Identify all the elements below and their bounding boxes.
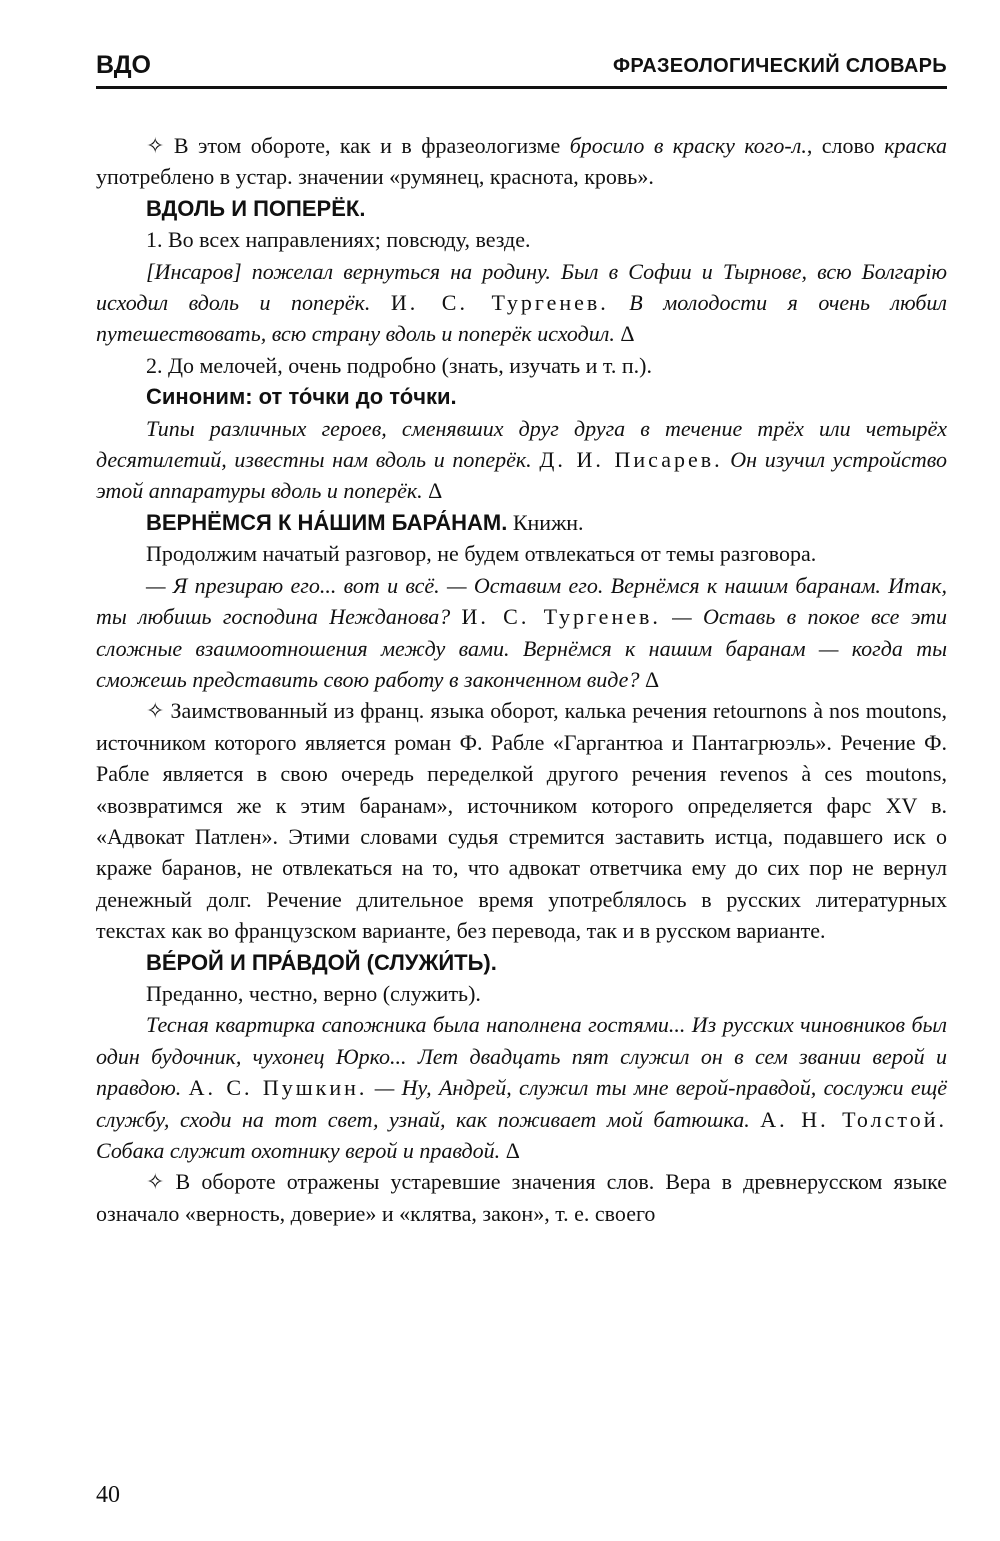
- note-marker-icon: ✧: [146, 1169, 165, 1195]
- headword-vdol-i-poperek: ВДОЛЬ И ПОПЕРЁК.: [146, 195, 366, 221]
- quotation-block-1: [Инсаров] пожелал вернуться на родину. Был в Софии и Тырнове, всю Болгарію исходил вдоль и поперёк. И. С. Тургенев. В молодости я очень любил путешествовать, всю страну вдоль и поперёк исходил. Δ: [96, 258, 948, 347]
- quote-author: И. С. Тургенев.: [390, 290, 609, 316]
- french-phrase: retournons à nos moutons: [713, 698, 942, 724]
- french-phrase: revenos à ces moutons: [719, 761, 942, 787]
- headword-vernemsya: ВЕРНЁМСЯ К НА́ШИМ БАРА́НАМ.: [146, 509, 508, 535]
- definition: Преданно, честно, верно (служить).: [146, 980, 481, 1006]
- note-marker-icon: ✧: [146, 698, 165, 724]
- page-body: [96, 130, 947, 1229]
- triangle-icon: Δ: [620, 321, 635, 347]
- note-paragraph-3: ✧ В обороте отражены устаревшие значения слов. Вера в древнерусском языке означало «верность, доверие» и «клятва, закон», т. е. своего: [96, 1169, 947, 1226]
- sense-2: 2. До мелочей, очень подробно (знать, изучать и т. п.).: [146, 352, 652, 378]
- definition: Продолжим начатый разговор, не будем отвлекаться от темы разговора.: [146, 541, 817, 567]
- quotation-block-4: Тесная квартирка сапожника была наполнена гостями... Из русских чиновников был один будочник, чухонец Юрко... Лет двадцать пят служил он в сем звании верой и правдою. А. С. Пушкин. — Ну, Андрей, служил ты мне верой-правдой, сослужи ещё службу, сходи на тот свет, узнай, как поживает мой батюшка. А. Н. Толстой. Собака служит охотнику верой и правдой. Δ: [96, 1012, 948, 1163]
- running-header: [96, 46, 947, 89]
- synonym-line: Синоним: от то́чки до то́чки.: [146, 384, 457, 410]
- page-number: 40: [96, 1482, 120, 1508]
- sense-1: 1. Во всех направлениях; повсюду, везде.: [146, 227, 531, 253]
- style-label: Книжн.: [507, 509, 584, 535]
- header-entry-range: ВДО: [96, 51, 151, 79]
- headword-entry-2: [96, 507, 947, 538]
- quote-author: Д. И. Писарев.: [539, 447, 723, 473]
- triangle-icon: Δ: [428, 478, 443, 504]
- quote-author: А. Н. Толстой.: [760, 1106, 947, 1132]
- header-book-title: ФРАЗЕОЛОГИЧЕСКИЙ СЛОВАРЬ: [612, 55, 947, 77]
- quotation-block-2: Типы различных героев, сменявших друг друга в течение трёх или четырёх десятилетий, известны нам вдоль и поперёк. Д. И. Писарев. Он изучил устройство этой аппаратуры вдоль и поперёк. Δ: [96, 415, 948, 504]
- quotation-block-3: — Я презираю его... вот и всё. — Оставим его. Вернёмся к нашим баранам. Итак, ты любишь господина Нежданова? И. С. Тургенев. — Оставь в покое все эти сложные взаимоотношения между вами. Вернёмся к нашим баранам — когда ты сможешь представить свою работу в законченном виде? Δ: [96, 572, 948, 692]
- note-marker-icon: ✧: [146, 133, 165, 158]
- triangle-icon: Δ: [505, 1138, 520, 1163]
- headword-veroy-i-pravdoy: ВЕ́РОЙ И ПРА́ВДОЙ (СЛУЖИ́ТЬ).: [146, 949, 497, 975]
- note-paragraph-1: ✧ В этом обороте, как и в фразеологизме бросило в краску кого-л., слово краска употреблено в устар. значении «румянец, краснота, кровь».: [96, 133, 948, 190]
- quote-author: А. С. Пушкин.: [188, 1075, 368, 1101]
- note-paragraph-2: ✧ Заимствованный из франц. языка оборот, калька речения retournons à nos moutons, источником которого является роман Ф. Рабле «Гаргантюа и Пантагрюэль». Речение Ф. Рабле является в свою очередь переделкой другого речения revenos à ces moutons, «возвратимся же к этим баранам», источником которого определяется фарс XV в. «Адвокат Патлен». Этими словами судья стремится заставить истца, подавшего иск о краже баранов, не отвлекаться на то, что адвокат ответчика ему до сих пор не вернул денежный долг. Речение длительное время употреблялось в русских литературных текстах как во французском варианте, без перевода, так и в русском варианте.: [96, 698, 947, 944]
- triangle-icon: Δ: [644, 666, 660, 692]
- quote-author: И. С. Тургенев.: [461, 604, 661, 630]
